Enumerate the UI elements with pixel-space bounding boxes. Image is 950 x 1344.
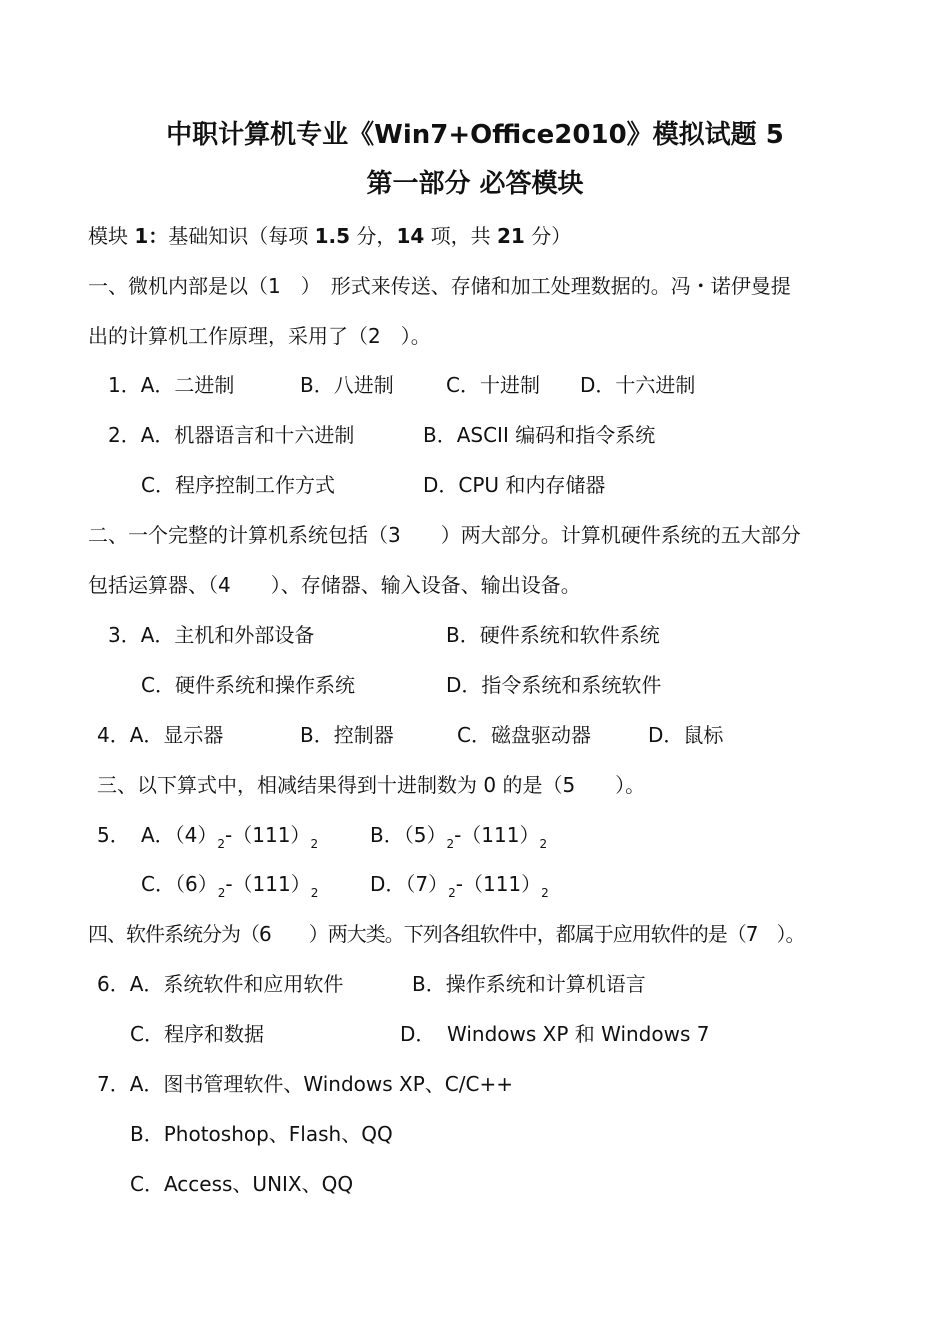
option-1b: B．八进制 (300, 373, 394, 397)
option-5c-base-right: 2 (310, 886, 319, 900)
option-2a: 2．A．机器语言和十六进制 (108, 423, 355, 447)
option-3b: B．硬件系统和软件系统 (446, 623, 660, 647)
exam-title: 中职计算机专业《Win7+Office2010》模拟试题 5 (166, 120, 784, 150)
question-1-line-1: 一、微机内部是以（1 ） 形式来传送、存储和加工处理数据的。冯・诺伊曼提 (88, 274, 791, 298)
option-5d-right: -（111） (455, 872, 542, 896)
question-2-line-1: 二、一个完整的计算机系统包括（3 ）两大部分。计算机硬件系统的五大部分 (88, 523, 801, 547)
option-5b-left: B．（5） (370, 823, 447, 847)
option-5c-right: -（111） (225, 872, 311, 896)
option-5b-base-right: 2 (539, 837, 548, 851)
module-heading (88, 222, 571, 250)
question-1-line-2: 出的计算机工作原理，采用了（2 ）。 (88, 324, 431, 348)
option-4c: C．磁盘驱动器 (457, 723, 591, 747)
question-4-line-1: 四、软件系统分为（6 ）两大类。下列各组软件中，都属于应用软件的是（7 ）。 (88, 922, 805, 946)
option-3d: D．指令系统和系统软件 (446, 673, 662, 697)
option-5d-base-left: 2 (448, 886, 456, 900)
module-label: 基础知识（每项 (168, 224, 315, 248)
option-5d-left: D．（7） (370, 872, 449, 896)
option-1d: D．十六进制 (580, 373, 696, 397)
module-prefix: 模块 (88, 224, 135, 248)
option-5a (141, 821, 318, 858)
module-text-1: 分， (350, 224, 397, 248)
option-5b-base-left: 2 (446, 837, 455, 851)
option-6c: C．程序和数据 (130, 1022, 264, 1046)
module-text-2: 项，共 (424, 224, 497, 248)
option-6d-label: D． (400, 1022, 436, 1046)
option-2b: B．ASCII 编码和指令系统 (423, 423, 656, 447)
option-3a: 3．A．主机和外部设备 (108, 623, 315, 647)
option-7a: 7．A．图书管理软件、Windows XP、C/C++ (97, 1072, 513, 1096)
option-7c: C．Access、UNIX、QQ (130, 1172, 354, 1196)
option-7b: B．Photoshop、Flash、QQ (130, 1122, 393, 1146)
module-text-3: 分） (524, 224, 572, 248)
option-6b: B．操作系统和计算机语言 (412, 972, 646, 996)
option-5a-left: A．（4） (141, 823, 218, 847)
option-4a: 4．A．显示器 (97, 723, 224, 747)
module-points: 1.5 (314, 224, 351, 248)
option-2d: D．CPU 和内存储器 (423, 473, 606, 497)
option-5c (141, 870, 318, 907)
question-2-line-2: 包括运算器、（4 ）、存储器、输入设备、输出设备。 (88, 573, 581, 597)
option-5d (370, 870, 549, 907)
option-6d: Windows XP 和 Windows 7 (447, 1022, 710, 1046)
option-5b-right: -（111） (454, 823, 540, 847)
option-5c-base-left: 2 (217, 886, 226, 900)
option-5-number: 5． (97, 823, 130, 847)
option-5c-left: C．（6） (141, 872, 218, 896)
module-items: 14 (396, 224, 425, 248)
option-4d: D．鼠标 (648, 723, 724, 747)
option-4b: B．控制器 (300, 723, 394, 747)
option-2c: C．程序控制工作方式 (141, 473, 335, 497)
option-3c: C．硬件系统和操作系统 (141, 673, 355, 697)
module-colon: ： (148, 224, 169, 248)
module-total: 21 (497, 224, 525, 248)
option-1c: C．十进制 (446, 373, 540, 397)
section-title: 第一部分 必答模块 (366, 169, 584, 199)
option-5d-base-right: 2 (541, 886, 549, 900)
question-3-line-1: 三、以下算式中，相减结果得到十进制数为 0 的是（5 ）。 (97, 773, 646, 797)
option-1a: 1．A．二进制 (108, 373, 235, 397)
option-5a-right: -（111） (225, 823, 311, 847)
module-number: 1 (134, 224, 149, 248)
option-5a-base-left: 2 (217, 837, 226, 851)
option-5a-base-right: 2 (310, 837, 319, 851)
option-6a: 6．A．系统软件和应用软件 (97, 972, 344, 996)
option-5b (370, 821, 547, 858)
